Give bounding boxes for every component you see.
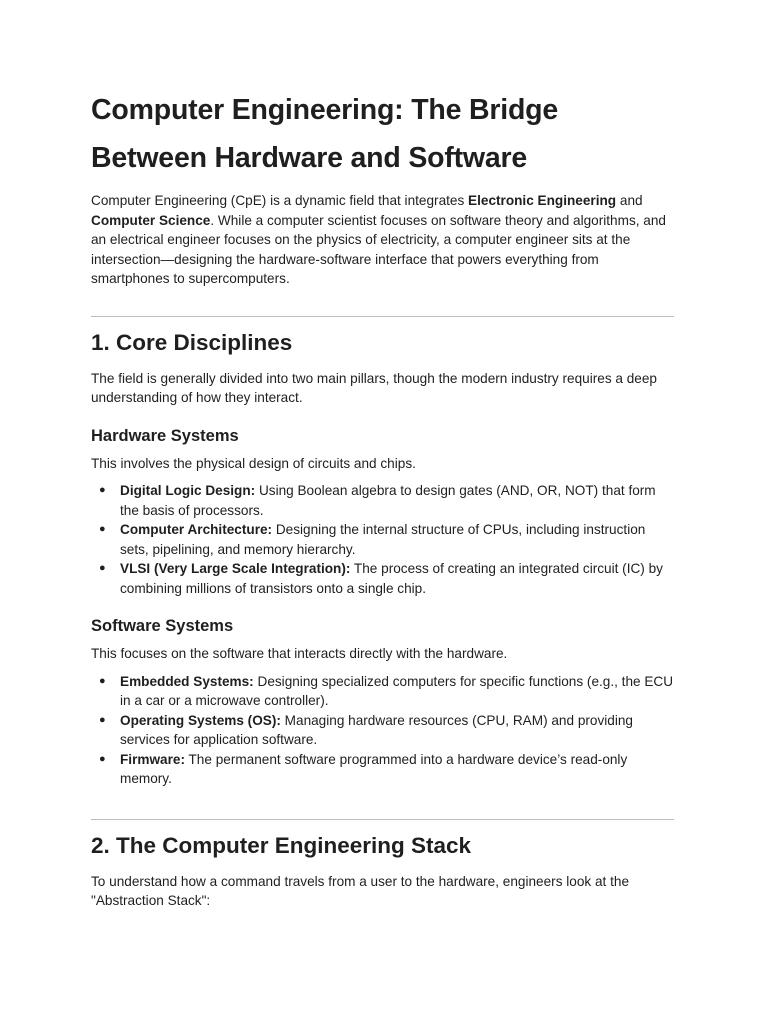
intro-text-1: Computer Engineering (CpE) is a dynamic field that integrates xyxy=(91,193,469,208)
subheading-software-systems: Software Systems xyxy=(91,617,234,635)
section-heading-engineering-stack: 2. The Computer Engineering Stack xyxy=(91,832,472,858)
bullet-icon: ● xyxy=(99,713,106,726)
section-heading-core-disciplines: 1. Core Disciplines xyxy=(91,329,293,355)
list-item-text: Using Boolean algebra to design gates (AND, OR, NOT) that form the basis of processors. xyxy=(120,483,656,518)
section-divider xyxy=(91,819,674,820)
list-item xyxy=(91,481,674,520)
intro-text-3: . While a computer scientist focuses on software theory and algorithms, and an electrical engineer focuses on the physics of electricity, a computer engineer sits at the intersection—designing the hardware-software interface that powers everything from smartphones to supercomputers. xyxy=(91,212,666,286)
bullet-icon: ● xyxy=(99,484,106,496)
document-content xyxy=(91,86,674,911)
bullet-icon: ● xyxy=(99,523,106,535)
page-title: Computer Engineering: The Bridge Between Hardware and Software xyxy=(91,94,559,174)
engineering-stack-intro: To understand how a command travels from a user to the hardware, engineers look at the "Abstraction Stack": xyxy=(91,873,630,908)
list-item xyxy=(91,672,674,711)
intro-bold-electronic-engineering: Electronic Engineering xyxy=(468,193,617,208)
software-systems-list xyxy=(91,672,674,789)
intro-paragraph xyxy=(91,191,674,289)
subheading-hardware-systems: Hardware Systems xyxy=(91,426,239,445)
list-item xyxy=(91,559,674,598)
list-item-term: Firmware: xyxy=(120,751,185,767)
list-item-text: Designing specialized computers for specific functions (e.g., the ECU in a car or a microwave controller). xyxy=(120,673,674,708)
list-item-term: VLSI (Very Large Scale Integration): xyxy=(120,561,351,576)
bullet-icon: ● xyxy=(99,562,106,574)
list-item-term: Digital Logic Design: xyxy=(120,483,256,498)
section-divider xyxy=(91,316,674,317)
bullet-icon: ● xyxy=(99,752,106,765)
list-item-term: Operating Systems (OS): xyxy=(120,712,281,728)
hardware-systems-intro: This involves the physical design of circuits and chips. xyxy=(91,455,416,471)
core-disciplines-intro: The field is generally divided into two main pillars, though the modern industry requires a deep understanding of how they interact. xyxy=(91,370,657,405)
hardware-systems-list xyxy=(91,481,674,598)
intro-text-2: and xyxy=(616,193,643,208)
list-item xyxy=(91,750,674,789)
list-item-term: Embedded Systems: xyxy=(120,673,254,689)
list-item-text: Designing the internal structure of CPUs, including instruction sets, pipelining, and memory hierarchy. xyxy=(120,522,646,557)
list-item-text: Managing hardware resources (CPU, RAM) and providing services for application software. xyxy=(120,712,633,747)
list-item xyxy=(91,711,674,750)
list-item xyxy=(91,520,674,559)
list-item-text: The process of creating an integrated circuit (IC) by combining millions of transistors onto a single chip. xyxy=(120,561,663,596)
bullet-icon: ● xyxy=(99,674,106,687)
intro-bold-computer-science: Computer Science xyxy=(91,212,211,228)
list-item-term: Computer Architecture: xyxy=(120,522,273,537)
list-item-text: The permanent software programmed into a hardware device’s read-only memory. xyxy=(120,751,628,786)
software-systems-intro: This focuses on the software that interacts directly with the hardware. xyxy=(91,646,508,661)
